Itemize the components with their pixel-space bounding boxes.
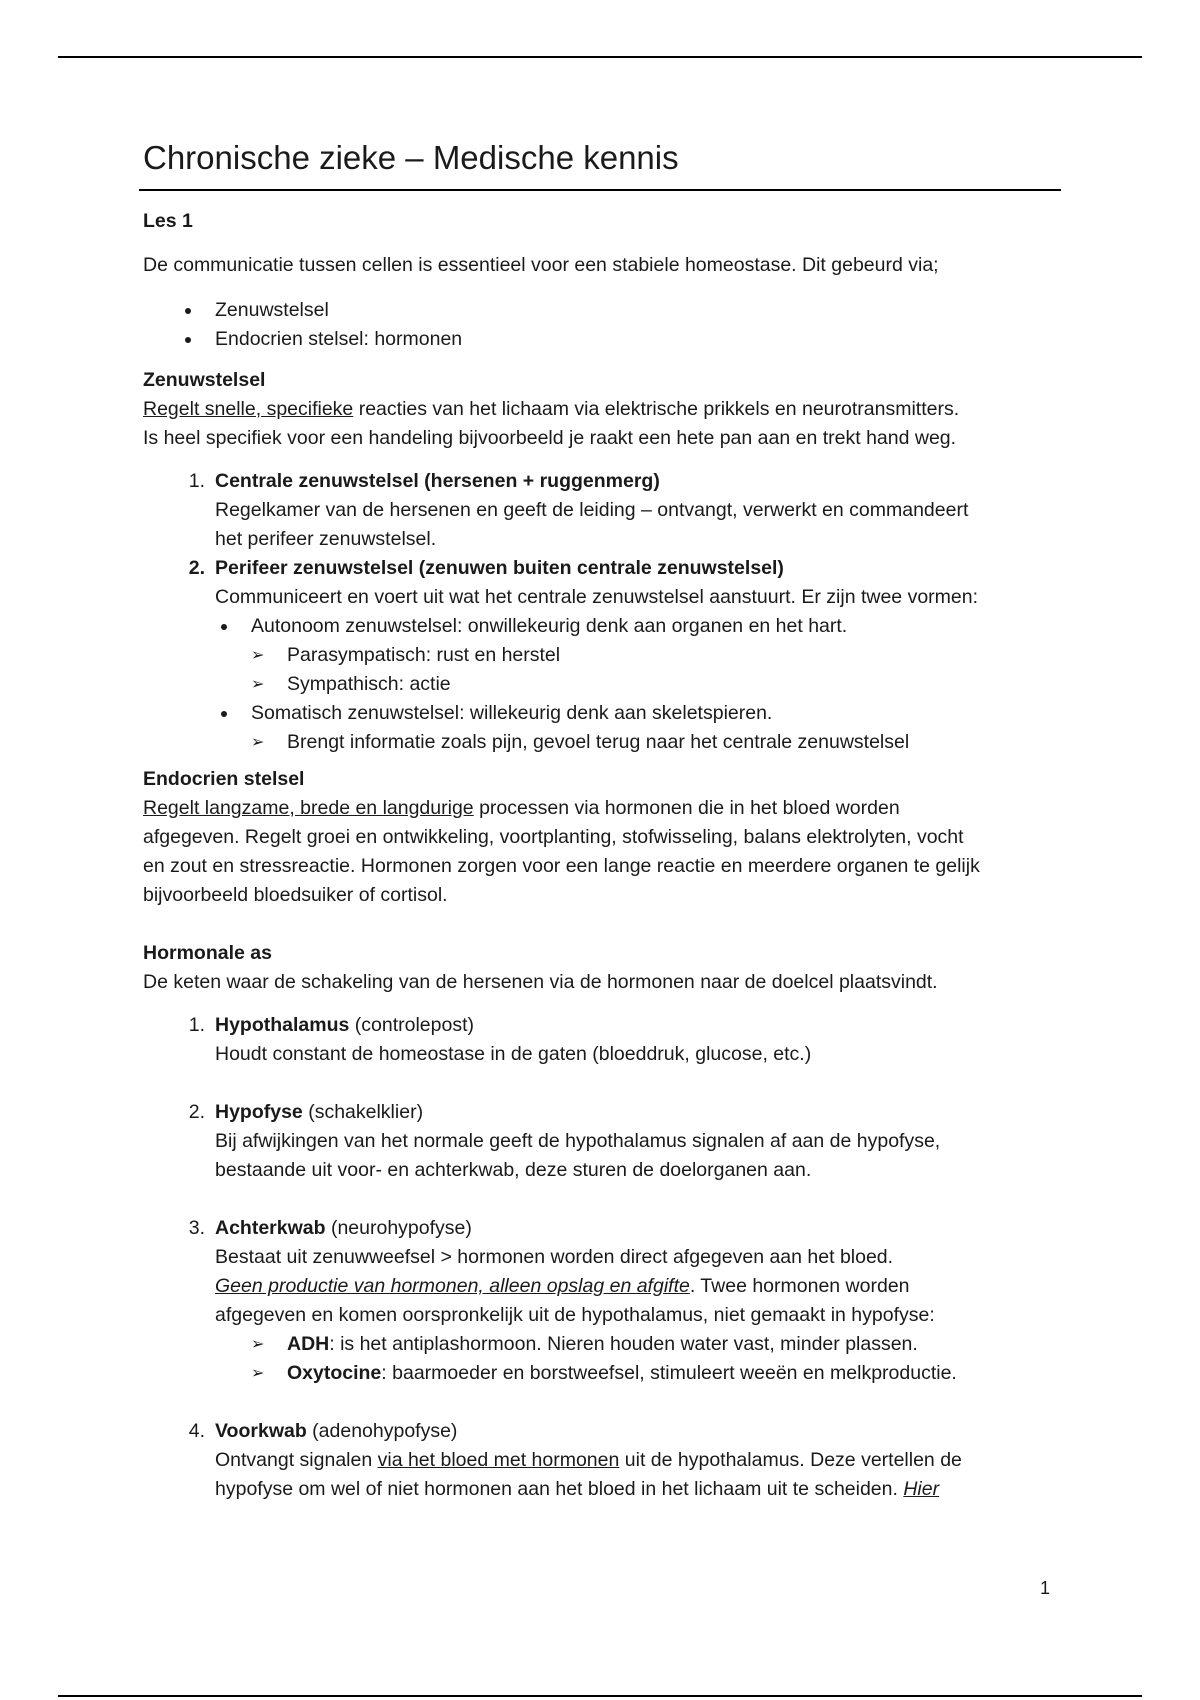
bullet-icon — [218, 699, 230, 728]
page-title: Chronische zieke – Medische kennis — [143, 139, 679, 176]
endo-line-3: en zout en stressreactie. Hormonen zorgen voor een lange reactie en meerdere organen te gelijk — [143, 854, 980, 877]
list-item-text: Houdt constant de homeostase in de gaten (bloeddruk, glucose, etc.) — [215, 1042, 812, 1065]
intro-text: De communicatie tussen cellen is essentieel voor een stabiele homeostase. Dit gebeurd via; — [143, 253, 939, 276]
section-heading-zenuwstelsel: Zenuwstelsel — [143, 368, 266, 391]
endo-line-1: Regelt langzame, brede en langdurige processen via hormonen die in het bloed worden — [143, 796, 900, 819]
arrow-bullet-icon: ➢ — [251, 1364, 265, 1382]
list-item-text: hypofyse om wel of niet hormonen aan het bloed in het lichaam uit te scheiden. Hier — [215, 1477, 940, 1500]
endo-line-4: bijvoorbeeld bloedsuiker of cortisol. — [143, 883, 448, 906]
zenuw-line-2: Is heel specifiek voor een handeling bijvoorbeeld je raakt een hete pan aan en trekt hand weg. — [143, 426, 957, 449]
list-item: ➢ Oxytocine: baarmoeder en borstweefsel, stimuleert weeën en melkproductie. — [287, 1359, 1063, 1388]
list-item-text: afgegeven en komen oorspronkelijk uit de hypothalamus, niet gemaakt in hypofyse: — [215, 1303, 935, 1326]
list-item: Endocrien stelsel: hormonen — [215, 325, 1063, 354]
list-item: Zenuwstelsel — [215, 296, 1063, 325]
document-page — [143, 138, 1063, 1504]
list-item: 1. Hypothalamus (controlepost) — [188, 1013, 474, 1036]
list-item-text: Geen productie van hormonen, alleen opslag en afgifte. Twee hormonen worden — [215, 1274, 910, 1297]
endo-line-2: afgegeven. Regelt groei en ontwikkeling, voortplanting, stofwisseling, balans elektrolyten, vocht — [143, 825, 964, 848]
arrow-bullet-icon: ➢ — [251, 646, 265, 664]
hormonale-intro: De keten waar de schakeling van de hersenen via de hormonen naar de doelcel plaatsvindt. — [143, 970, 938, 993]
list-item-text: Ontvangt signalen via het bloed met hormonen uit de hypothalamus. Deze vertellen de — [215, 1448, 962, 1471]
list-item-text: bestaande uit voor- en achterkwab, deze sturen de doelorganen aan. — [215, 1158, 812, 1181]
list-item: ➢ Brengt informatie zoals pijn, gevoel terug naar het centrale zenuwstelsel — [287, 728, 1063, 757]
section-heading-hormonale-as: Hormonale as — [143, 941, 272, 964]
list-item: Autonoom zenuwstelsel: onwillekeurig denk aan organen en het hart. — [251, 612, 1063, 641]
bullet-icon — [182, 296, 194, 325]
list-item: 2. Perifeer zenuwstelsel (zenuwen buiten centrale zenuwstelsel) — [188, 556, 784, 579]
arrow-bullet-icon: ➢ — [251, 733, 265, 751]
list-item: Somatisch zenuwstelsel: willekeurig denk aan skeletspieren. — [251, 699, 1063, 728]
list-item-text: Communiceert en voert uit wat het centrale zenuwstelsel aanstuurt. Er zijn twee vormen: — [215, 585, 979, 608]
list-item: ➢ Parasympatisch: rust en herstel — [287, 641, 1063, 670]
zenuw-numbered-list — [143, 467, 1063, 757]
arrow-bullet-icon: ➢ — [251, 1335, 265, 1353]
intro-bullet-list — [143, 296, 1063, 354]
hormonale-numbered-list — [143, 1011, 1063, 1504]
list-item: 4. Voorkwab (adenohypofyse) — [188, 1419, 458, 1442]
list-item: 3. Achterkwab (neurohypofyse) — [188, 1216, 472, 1239]
top-page-rule — [58, 56, 1142, 58]
list-item: ➢ ADH: is het antiplashormoon. Nieren houden water vast, minder plassen. — [287, 1330, 1063, 1359]
page-number: 1 — [1040, 1578, 1051, 1598]
zenuw-line-1: Regelt snelle, specifieke reacties van het lichaam via elektrische prikkels en neurotransmitters. — [143, 397, 960, 420]
bottom-page-rule — [58, 1695, 1142, 1697]
list-item: ➢ Sympathisch: actie — [287, 670, 1063, 699]
list-item: 2. Hypofyse (schakelklier) — [188, 1100, 424, 1123]
lesson-label: Les 1 — [143, 209, 193, 232]
title-underline — [139, 189, 1061, 191]
list-item-text: Bij afwijkingen van het normale geeft de hypothalamus signalen af aan de hypofyse, — [215, 1129, 941, 1152]
list-item: 1. Centrale zenuwstelsel (hersenen + ruggenmerg) — [188, 469, 660, 492]
list-item-text: Regelkamer van de hersenen en geeft de leiding – ontvangt, verwerkt en commandeert — [215, 498, 969, 521]
section-heading-endocrien: Endocrien stelsel — [143, 767, 305, 790]
bullet-icon — [218, 612, 230, 641]
bullet-icon — [182, 325, 194, 354]
arrow-bullet-icon: ➢ — [251, 675, 265, 693]
list-item-text: het perifeer zenuwstelsel. — [215, 527, 437, 550]
list-item-text: Bestaat uit zenuwweefsel > hormonen worden direct afgegeven aan het bloed. — [215, 1245, 894, 1268]
